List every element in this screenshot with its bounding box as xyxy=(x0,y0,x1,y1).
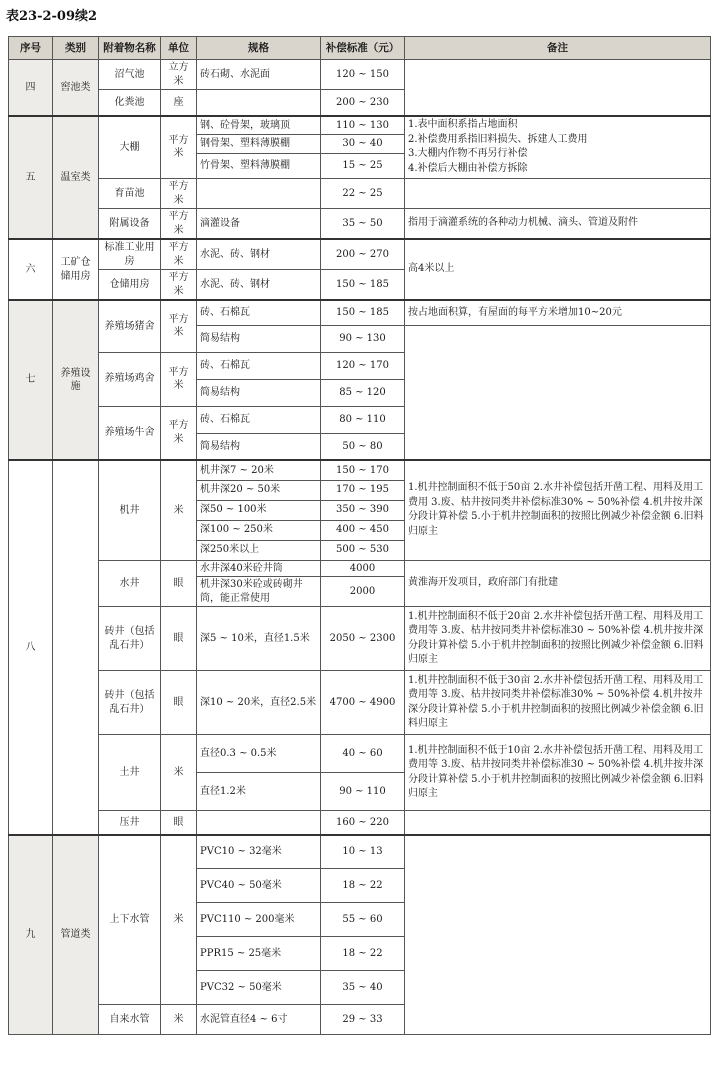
note-line: 2.补偿费用系指旧料损失、拆建人工费用 xyxy=(408,133,588,145)
item-price: 15 ~ 25 xyxy=(321,154,405,179)
group-no: 八 xyxy=(9,460,53,835)
item-spec: 钢骨架、塑料薄膜棚 xyxy=(197,135,321,154)
item-spec: 滴灌设备 xyxy=(197,209,321,240)
item-unit: 平方米 xyxy=(161,116,197,179)
item-price: 160 ~ 220 xyxy=(321,811,405,835)
item-name: 沼气池 xyxy=(99,60,161,90)
table-row xyxy=(9,671,711,735)
item-spec: PVC40 ~ 50毫米 xyxy=(197,869,321,903)
table-row xyxy=(9,735,711,773)
item-spec: 砖、石棉瓦 xyxy=(197,352,321,379)
item-spec: 水泥、砖、钢材 xyxy=(197,239,321,270)
item-price: 2000 xyxy=(321,577,405,607)
item-unit: 米 xyxy=(161,735,197,811)
header-name: 附着物名称 xyxy=(99,37,161,60)
item-spec: 砖、石棉瓦 xyxy=(197,406,321,433)
item-price: 2050 ~ 2300 xyxy=(321,607,405,671)
item-unit: 平方米 xyxy=(161,406,197,460)
item-spec: 砖石砌、水泥面 xyxy=(197,60,321,90)
item-unit: 平方米 xyxy=(161,352,197,406)
item-spec: 机井深7 ~ 20米 xyxy=(197,460,321,480)
group-no: 五 xyxy=(9,116,53,240)
table-row xyxy=(9,811,711,835)
table-row xyxy=(9,560,711,577)
item-spec: 简易结构 xyxy=(197,433,321,460)
note-line: 4.补偿后大棚由补偿方拆除 xyxy=(408,162,528,174)
item-note: 指用于滴灌系统的各种动力机械、滴头、管道及附件 xyxy=(405,209,711,240)
item-unit: 平方米 xyxy=(161,179,197,209)
item-name: 上下水管 xyxy=(99,835,161,1005)
item-price: 50 ~ 80 xyxy=(321,433,405,460)
table-row xyxy=(9,300,711,325)
item-unit: 平方米 xyxy=(161,239,197,270)
item-price: 170 ~ 195 xyxy=(321,480,405,500)
item-name: 育苗池 xyxy=(99,179,161,209)
item-spec: 直径1.2米 xyxy=(197,773,321,811)
item-spec: 简易结构 xyxy=(197,325,321,352)
item-unit: 座 xyxy=(161,90,197,116)
item-unit: 平方米 xyxy=(161,270,197,301)
item-spec: 机井深20 ~ 50米 xyxy=(197,480,321,500)
group-category: 养殖设施 xyxy=(53,300,99,460)
note-line: 1.表中面积系指占地面积 xyxy=(408,119,518,131)
item-unit: 平方米 xyxy=(161,209,197,240)
item-name: 附属设备 xyxy=(99,209,161,240)
table-row xyxy=(9,835,711,869)
item-spec: PVC32 ~ 50毫米 xyxy=(197,971,321,1005)
item-price: 30 ~ 40 xyxy=(321,135,405,154)
item-unit: 米 xyxy=(161,1005,197,1035)
item-unit: 米 xyxy=(161,460,197,560)
item-price: 150 ~ 185 xyxy=(321,300,405,325)
header-price: 补偿标准（元） xyxy=(321,37,405,60)
item-note xyxy=(405,325,711,460)
item-name: 土井 xyxy=(99,735,161,811)
item-spec: 深250米以上 xyxy=(197,540,321,560)
item-price: 55 ~ 60 xyxy=(321,903,405,937)
item-price: 18 ~ 22 xyxy=(321,937,405,971)
item-note: 1.机井控制面积不低于10亩 2.水井补偿包括开凿工程、用料及用工费用等 3.废、枯井按同类井补偿标准30 ~ 50%补偿 4.机井按井深分段计算补偿 5.小于机井控制面积的按照比例减少补偿金额 6.旧料归原主 xyxy=(405,735,711,811)
table-row xyxy=(9,607,711,671)
header-spec: 规格 xyxy=(197,37,321,60)
item-name: 标准工业用房 xyxy=(99,239,161,270)
compensation-table xyxy=(8,36,711,1035)
item-price: 90 ~ 130 xyxy=(321,325,405,352)
item-name: 水井 xyxy=(99,560,161,607)
item-name: 大棚 xyxy=(99,116,161,179)
item-name: 养殖场鸡舍 xyxy=(99,352,161,406)
table-header-row xyxy=(9,37,711,60)
table-row xyxy=(9,460,711,480)
item-unit: 眼 xyxy=(161,671,197,735)
item-note xyxy=(405,60,711,116)
item-name: 压井 xyxy=(99,811,161,835)
item-unit: 眼 xyxy=(161,560,197,607)
item-note: 高4米以上 xyxy=(405,239,711,300)
item-price: 90 ~ 110 xyxy=(321,773,405,811)
item-note: 1.机井控制面积不低于30亩 2.水井补偿包括开凿工程、用料及用工费用等 3.废、枯井按同类井补偿标准30% ~ 50%补偿 4.机井按井深分段计算补偿 5.小于机井控制面积的按照比例减少补偿金额 6.旧料归原主 xyxy=(405,671,711,735)
item-note xyxy=(405,179,711,209)
item-price: 400 ~ 450 xyxy=(321,520,405,540)
group-category xyxy=(53,460,99,835)
item-name: 养殖场猪舍 xyxy=(99,300,161,352)
group-no: 七 xyxy=(9,300,53,460)
item-name: 砖井（包括乱石井） xyxy=(99,607,161,671)
item-spec: 深10 ~ 20米，直径2.5米 xyxy=(197,671,321,735)
item-spec: 砖、石棉瓦 xyxy=(197,300,321,325)
item-note: 1.机井控制面积不低于20亩 2.水井补偿包括开凿工程、用料及用工费用等 3.废、枯井按同类井补偿标准30 ~ 50%补偿 4.机井按井深分段计算补偿 5.小于机井控制面积的按照比例减少补偿金额 6.旧料归原主 xyxy=(405,607,711,671)
header-category: 类别 xyxy=(53,37,99,60)
item-name: 自来水管 xyxy=(99,1005,161,1035)
item-price: 150 ~ 185 xyxy=(321,270,405,301)
item-name: 化粪池 xyxy=(99,90,161,116)
item-price: 35 ~ 50 xyxy=(321,209,405,240)
item-price: 200 ~ 230 xyxy=(321,90,405,116)
item-price: 350 ~ 390 xyxy=(321,500,405,520)
item-name: 仓储用房 xyxy=(99,270,161,301)
item-price: 85 ~ 120 xyxy=(321,379,405,406)
item-spec xyxy=(197,90,321,116)
item-note xyxy=(405,811,711,835)
item-price: 150 ~ 170 xyxy=(321,460,405,480)
header-unit: 单位 xyxy=(161,37,197,60)
item-spec: 直径0.3 ~ 0.5米 xyxy=(197,735,321,773)
header-no: 序号 xyxy=(9,37,53,60)
item-price: 120 ~ 170 xyxy=(321,352,405,379)
item-price: 110 ~ 130 xyxy=(321,116,405,135)
item-spec xyxy=(197,179,321,209)
item-spec: 水泥、砖、钢材 xyxy=(197,270,321,301)
item-spec: PVC10 ~ 32毫米 xyxy=(197,835,321,869)
table-row xyxy=(9,209,711,240)
group-category: 工矿仓储用房 xyxy=(53,239,99,300)
item-price: 22 ~ 25 xyxy=(321,179,405,209)
item-note: 按占地面积算，有屋面的每平方米增加10~20元 xyxy=(405,300,711,325)
table-row xyxy=(9,239,711,270)
item-price: 4700 ~ 4900 xyxy=(321,671,405,735)
item-unit: 眼 xyxy=(161,811,197,835)
item-price: 35 ~ 40 xyxy=(321,971,405,1005)
item-price: 10 ~ 13 xyxy=(321,835,405,869)
item-price: 200 ~ 270 xyxy=(321,239,405,270)
item-unit: 平方米 xyxy=(161,300,197,352)
item-name: 机井 xyxy=(99,460,161,560)
item-spec: PVC110 ~ 200毫米 xyxy=(197,903,321,937)
group-no: 六 xyxy=(9,239,53,300)
item-name: 养殖场牛舍 xyxy=(99,406,161,460)
item-price: 500 ~ 530 xyxy=(321,540,405,560)
group-category: 窖池类 xyxy=(53,60,99,116)
item-spec: 钢、砼骨架，玻璃顶 xyxy=(197,116,321,135)
item-spec: 简易结构 xyxy=(197,379,321,406)
table-title: 表23-2-09续2 xyxy=(6,9,98,24)
group-category: 温室类 xyxy=(53,116,99,240)
item-note: 1.机井控制面积不低于50亩 2.水井补偿包括开凿工程、用料及用工费用 3.废、枯井按同类井补偿标准30% ~ 50%补偿 4.机井按井深分段计算补偿 5.小于机井控制面积的按照比例减少补偿金额 6.旧料归原主 xyxy=(405,460,711,560)
item-price: 40 ~ 60 xyxy=(321,735,405,773)
header-note: 备注 xyxy=(405,37,711,60)
item-spec: 水泥管直径4 ~ 6寸 xyxy=(197,1005,321,1035)
item-spec: 机井深30米砼或砖砌井筒，能正常使用 xyxy=(197,577,321,607)
item-price: 120 ~ 150 xyxy=(321,60,405,90)
item-spec: 水井深40米砼井筒 xyxy=(197,560,321,577)
item-spec: 深100 ~ 250米 xyxy=(197,520,321,540)
item-spec: 竹骨架、塑料薄膜棚 xyxy=(197,154,321,179)
item-price: 29 ~ 33 xyxy=(321,1005,405,1035)
item-price: 80 ~ 110 xyxy=(321,406,405,433)
item-unit: 米 xyxy=(161,835,197,1005)
item-spec xyxy=(197,811,321,835)
item-spec: 深5 ~ 10米，直径1.5米 xyxy=(197,607,321,671)
item-note: 黄淮海开发项目，政府部门有批建 xyxy=(405,560,711,607)
item-spec: PPR15 ~ 25毫米 xyxy=(197,937,321,971)
item-note xyxy=(405,835,711,1035)
item-price: 4000 xyxy=(321,560,405,577)
item-unit: 立方米 xyxy=(161,60,197,90)
table-row xyxy=(9,116,711,135)
group-no: 九 xyxy=(9,835,53,1035)
item-name: 砖井（包括乱石井） xyxy=(99,671,161,735)
group-no: 四 xyxy=(9,60,53,116)
item-note xyxy=(405,116,711,179)
table-row xyxy=(9,179,711,209)
note-line: 3.大棚内作物不再另行补偿 xyxy=(408,148,528,160)
item-price: 18 ~ 22 xyxy=(321,869,405,903)
table-row xyxy=(9,60,711,90)
item-unit: 眼 xyxy=(161,607,197,671)
group-category: 管道类 xyxy=(53,835,99,1035)
item-spec: 深50 ~ 100米 xyxy=(197,500,321,520)
